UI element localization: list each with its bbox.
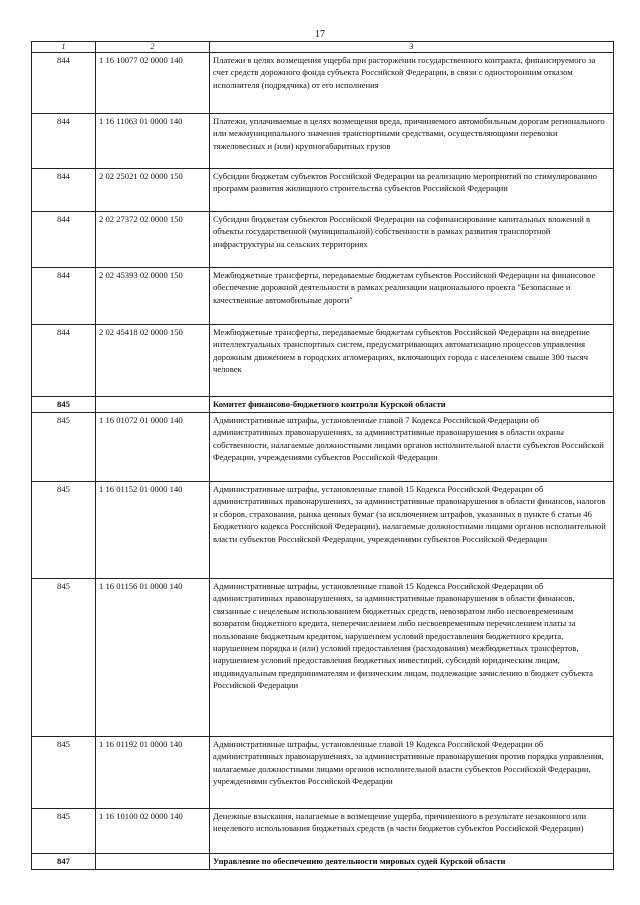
admin-code-cell: 845: [32, 809, 96, 854]
income-name-cell: Административные штрафы, установленные главой 15 Кодекса Российской Федерации об административных правонарушениях, за административные правонарушения в области финансов, связанные с нецелевым использованием бюджетных средств, невозвратом либо несвоевременным возвратом бюджетного кредита, неперечислением либо несвоевременным перечислением платы за пользование бюджетным кредитом, нарушением условий предоставления бюджетного кредита, нарушением порядка и (или) условий предоставления (расходования) межбюджетных трансфертов, нарушением условий предоставления бюджетных инвестиций, субсидий юридическим лицам, индивидуальным предпринимателям и физическим лицам, подлежащие зачислению в бюджет субъекта Российской Федерации: [210, 579, 614, 737]
section-header-row: [32, 854, 614, 870]
page-number: 17: [315, 29, 325, 40]
income-code-cell: 2 02 45393 02 0000 150: [96, 268, 210, 325]
income-name-cell: Субсидии бюджетам субъектов Российской Федерации на реализацию мероприятий по стимулированию программ развития жилищного строительства субъектов Российской Федерации: [210, 169, 614, 212]
income-name-cell: Административные штрафы, установленные главой 15 Кодекса Российской Федерации об административных правонарушениях, за административные правонарушения в области финансов, налогов и сборов, страхования, рынка ценных бумаг (за исключением штрафов, указанных в пункте 6 статьи 46 Бюджетного кодекса Российской Федерации), налагаемые должностными лицами органов исполнительной власти субъектов Российской Федерации, учреждениями субъектов Российской Федерации: [210, 482, 614, 579]
section-title-cell: Комитет финансово-бюджетного контроля Курской области: [210, 397, 614, 413]
income-code-cell: 2 02 45418 02 0000 150: [96, 325, 210, 397]
table-row: [32, 325, 614, 397]
column-header-3: 3: [210, 42, 614, 53]
income-name-cell: Межбюджетные трансферты, передаваемые бюджетам субъектов Российской Федерации на внедрение интеллектуальных транспортных систем, предусматривающих автоматизацию процессов управления дорожным движением в городских агломерациях, включающих города с населением свыше 300 тысяч человек: [210, 325, 614, 397]
column-header-2: 2: [96, 42, 210, 53]
admin-code-cell: 845: [32, 737, 96, 809]
column-header-1: 1: [32, 42, 96, 53]
income-name-cell: Административные штрафы, установленные главой 7 Кодекса Российской Федерации об административных правонарушениях, за административные правонарушения в области охраны собственности, налагаемые должностными лицами органов исполнительной власти субъектов Российской Федерации, учреждениями субъектов Российской Федерации: [210, 413, 614, 482]
income-name-cell: Платежи, уплачиваемые в целях возмещения вреда, причиняемого автомобильным дорогам регионального или межмуниципального значения транспортными средствами, осуществляющими перевозки тяжеловесных и (или) крупногабаритных грузов: [210, 114, 614, 169]
admin-code-cell: 845: [32, 413, 96, 482]
admin-code-cell: 844: [32, 53, 96, 114]
income-code-cell: 1 16 10100 02 0000 140: [96, 809, 210, 854]
admin-code-cell: 845: [32, 397, 96, 413]
table-row: [32, 579, 614, 737]
table-row: [32, 737, 614, 809]
income-code-cell: 2 02 27372 02 0000 150: [96, 212, 210, 268]
admin-code-cell: 845: [32, 579, 96, 737]
income-name-cell: Денежные взыскания, налагаемые в возмещение ущерба, причиненного в результате незаконного или нецелевого использования бюджетных средств (в части бюджетов субъектов Российской Федерации): [210, 809, 614, 854]
table-row: [32, 114, 614, 169]
header-row: [32, 42, 614, 53]
income-name-cell: Платежи в целях возмещения ущерба при расторжении государственного контракта, финансируемого за счет средств дорожного фонда субъекта Российской Федерации, в связи с односторонним отказом исполнителя (подрядчика) от его исполнения: [210, 53, 614, 114]
income-code-cell: 1 16 01156 01 0000 140: [96, 579, 210, 737]
revenue-administrators-table: [31, 41, 614, 870]
table-row: [32, 413, 614, 482]
income-code-cell: 1 16 11063 01 0000 140: [96, 114, 210, 169]
table-row: [32, 809, 614, 854]
income-code-cell: [96, 397, 210, 413]
table-row: [32, 482, 614, 579]
admin-code-cell: 844: [32, 114, 96, 169]
section-title-cell: Управление по обеспечению деятельности мировых судей Курской области: [210, 854, 614, 870]
income-code-cell: 1 16 10077 02 0000 140: [96, 53, 210, 114]
table-row: [32, 169, 614, 212]
income-name-cell: Субсидии бюджетам субъектов Российской Федерации на софинансирование капитальных вложений в объекты государственной (муниципальной) собственности в рамках развития транспортной инфраструктуры на сельских территориях: [210, 212, 614, 268]
section-header-row: [32, 397, 614, 413]
income-code-cell: [96, 854, 210, 870]
table-row: [32, 212, 614, 268]
income-code-cell: 1 16 01152 01 0000 140: [96, 482, 210, 579]
table-row: [32, 268, 614, 325]
income-code-cell: 1 16 01192 01 0000 140: [96, 737, 210, 809]
table-row: [32, 53, 614, 114]
admin-code-cell: 844: [32, 169, 96, 212]
admin-code-cell: 845: [32, 482, 96, 579]
income-code-cell: 2 02 25021 02 0000 150: [96, 169, 210, 212]
income-name-cell: Межбюджетные трансферты, передаваемые бюджетам субъектов Российской Федерации на финансовое обеспечение дорожной деятельности в рамках реализации национального проекта "Безопасные и качественные автомобильные дороги": [210, 268, 614, 325]
income-code-cell: 1 16 01072 01 0000 140: [96, 413, 210, 482]
admin-code-cell: 844: [32, 325, 96, 397]
income-name-cell: Административные штрафы, установленные главой 19 Кодекса Российской Федерации об административных правонарушениях, за административные правонарушения против порядка управления, налагаемые должностными лицами органов исполнительной власти субъектов Российской Федерации, учреждениями субъектов Российской Федерации: [210, 737, 614, 809]
admin-code-cell: 844: [32, 212, 96, 268]
admin-code-cell: 847: [32, 854, 96, 870]
admin-code-cell: 844: [32, 268, 96, 325]
